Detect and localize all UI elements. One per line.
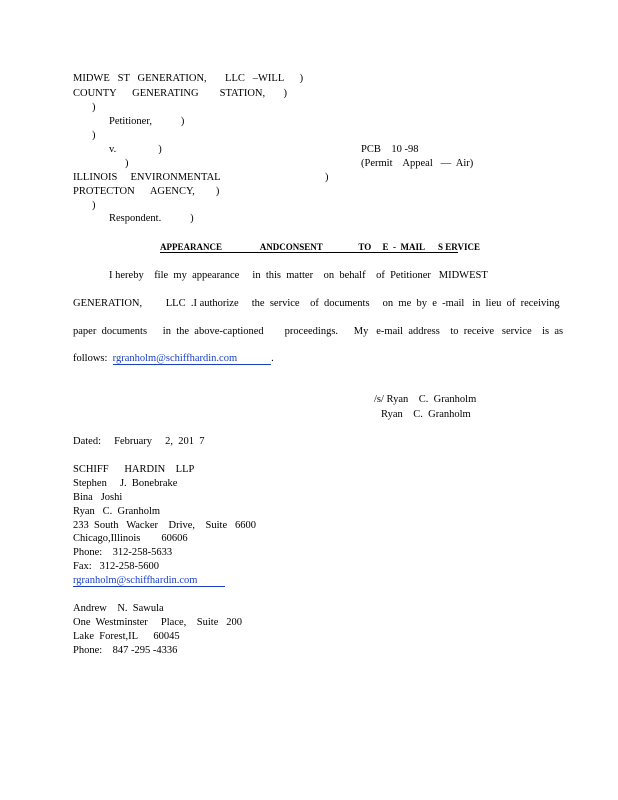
caption-respondent-name-2: PROTECTON AGENCY, ) xyxy=(73,186,220,197)
firm-name: SCHIFF HARDIN LLP xyxy=(73,464,195,475)
caption-respondent-name-1: ILLINOIS ENVIRONMENTAL xyxy=(73,172,221,183)
firm-email-line xyxy=(73,574,225,587)
signature-name: Ryan C. Granholm xyxy=(381,409,471,420)
body-line-3: paper documents in the above-captioned proceedings. My e-mail address to receive service is as xyxy=(73,326,564,337)
body-line-2: GENERATION, LLC .I authorize the service of documents on me by e -mail in lieu of receiving xyxy=(73,298,560,309)
caption-line-7: ) xyxy=(125,158,129,169)
caption-versus: v. ) xyxy=(109,144,162,155)
second-attorney: Andrew N. Sawula xyxy=(73,603,164,614)
case-type: (Permit Appeal — Air) xyxy=(361,158,474,169)
firm-fax: Fax: 312-258-5600 xyxy=(73,561,160,572)
caption-line-5: ) xyxy=(92,130,96,141)
attorney-1: Stephen J. Bonebrake xyxy=(73,478,178,489)
caption-line-1: MIDWE ST GENERATION, LLC –WILL ) xyxy=(73,73,304,84)
body-line-4-prefix: follows: xyxy=(73,353,113,364)
title-underline xyxy=(160,252,458,253)
signature-line: /s/ Ryan C. Granholm xyxy=(374,394,477,405)
email-link[interactable]: rgranholm@schiffhardin.com xyxy=(113,353,271,365)
attorney-2: Bina Joshi xyxy=(73,492,123,503)
body-line-4-suffix: . xyxy=(271,353,274,364)
caption-respondent: Respondent. ) xyxy=(109,213,194,224)
firm-phone: Phone: 312-258-5633 xyxy=(73,547,173,558)
second-phone: Phone: 847 -295 -4336 xyxy=(73,645,178,656)
firm-city: Chicago,Illinois 60606 xyxy=(73,533,188,544)
document-title: APPEARANCE ANDCONSENT TO E - MAIL S ERVICE xyxy=(160,242,480,252)
attorney-3: Ryan C. Granholm xyxy=(73,506,161,517)
second-address: One Westminster Place, Suite 200 xyxy=(73,617,242,628)
body-line-1: I hereby file my appearance in this matter on behalf of Petitioner MIDWEST xyxy=(109,270,488,281)
caption-paren: ) xyxy=(325,172,329,183)
case-number: PCB 10 -98 xyxy=(361,144,419,155)
caption-line-10: ) xyxy=(92,200,96,211)
caption-petitioner: Petitioner, ) xyxy=(109,116,185,127)
caption-line-2: COUNTY GENERATING STATION, ) xyxy=(73,88,288,99)
caption-line-3: ) xyxy=(92,102,96,113)
date-line: Dated: February 2, 201 7 xyxy=(73,436,205,447)
second-city: Lake Forest,IL 60045 xyxy=(73,631,180,642)
firm-address: 233 South Wacker Drive, Suite 6600 xyxy=(73,520,256,531)
body-line-4 xyxy=(73,352,274,365)
firm-email-link[interactable]: rgranholm@schiffhardin.com xyxy=(73,575,225,587)
